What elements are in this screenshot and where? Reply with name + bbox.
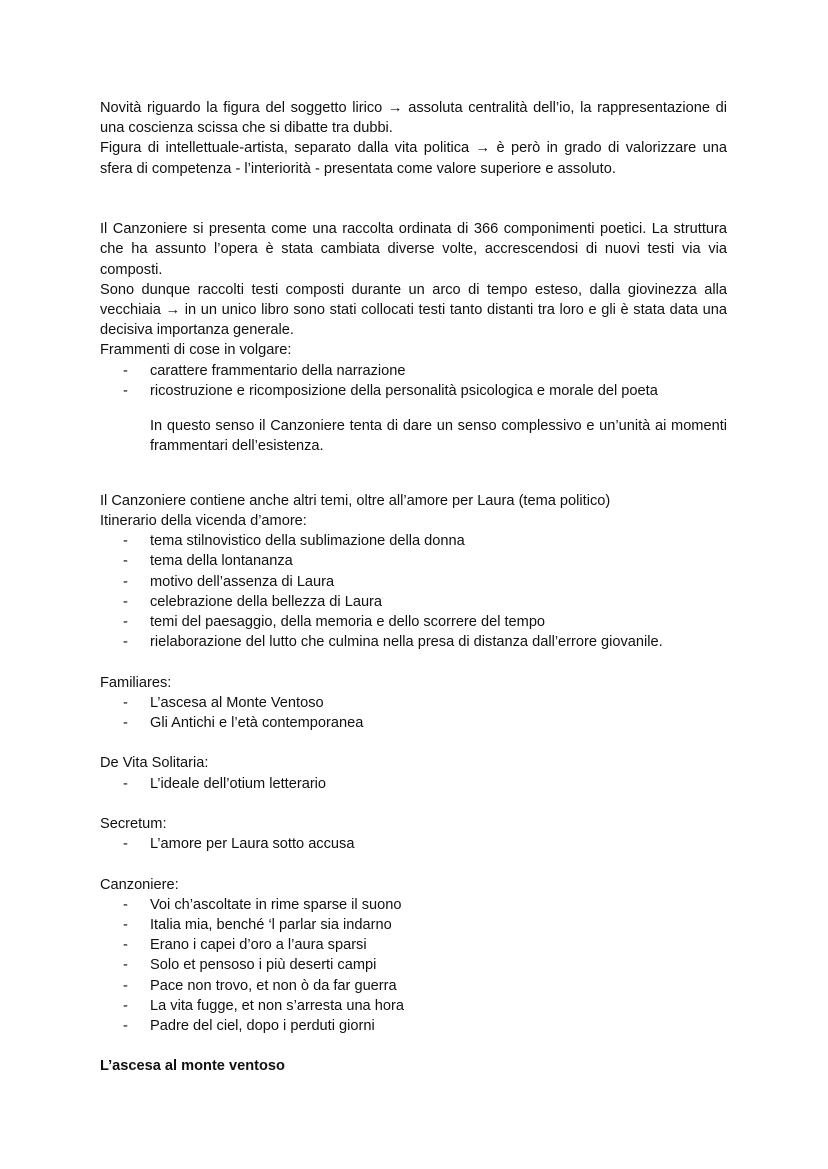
dash-bullet: - xyxy=(123,937,128,954)
list-item xyxy=(100,693,727,713)
list-item-text: Gli Antichi e l’età contemporanea xyxy=(150,715,364,732)
list-item xyxy=(100,551,727,571)
themes-paragraph: Il Canzoniere contiene anche altri temi, oltre all’amore per Laura (tema politico) xyxy=(100,492,611,509)
dash-bullet: - xyxy=(123,997,128,1014)
themes-label: Itinerario della vicenda d’amore: xyxy=(100,513,307,529)
dash-bullet: - xyxy=(123,573,128,590)
canzoniere-paragraph-1: Il Canzoniere si presenta come una raccolta ordinata di 366 componimenti poetici. La struttura che ha assunto l’opera è stata cambiata diverse volte, accrescendosi di nuovi testi via via composti. xyxy=(100,221,727,278)
dash-bullet: - xyxy=(123,896,128,913)
list-item-text: Solo et pensoso i più deserti campi xyxy=(150,957,377,974)
list-item-text: L’ideale dell’otium letterario xyxy=(150,775,327,792)
list-item xyxy=(100,915,727,935)
fragments-label: Frammenti di cose in volgare: xyxy=(100,342,292,359)
list-item-text: L’amore per Laura sotto accusa xyxy=(150,836,355,853)
spacer xyxy=(100,733,727,753)
dash-bullet: - xyxy=(123,715,128,732)
list-item xyxy=(100,572,727,592)
list-item-text: Italia mia, benché ‘l parlar sia indarno xyxy=(150,917,392,933)
dash-bullet: - xyxy=(123,553,128,570)
list-item xyxy=(100,935,727,955)
list-item-text: tema stilnovistico della sublimazione della donna xyxy=(150,533,465,550)
list-item-text: L’ascesa al Monte Ventoso xyxy=(150,694,324,711)
dash-bullet: - xyxy=(123,917,128,933)
list-item xyxy=(100,955,727,975)
familiares-label: Familiares: xyxy=(100,674,172,691)
list-item-text: temi del paesaggio, della memoria e dello scorrere del tempo xyxy=(150,614,546,631)
dash-bullet: - xyxy=(123,634,128,651)
list-item xyxy=(100,1016,727,1036)
list-item-text: Padre del ciel, dopo i perduti giorni xyxy=(150,1018,375,1035)
canzoniere-label: Canzoniere: xyxy=(100,876,179,893)
list-item xyxy=(100,592,727,612)
document-page xyxy=(100,98,727,1077)
canzoniere-list xyxy=(100,895,727,1036)
spacer xyxy=(100,199,727,219)
list-item-text: Erano i capei d’oro a l’aura sparsi xyxy=(150,937,367,954)
dash-bullet: - xyxy=(123,593,128,610)
spacer xyxy=(100,1036,727,1056)
spacer xyxy=(100,794,727,814)
list-item xyxy=(100,361,727,381)
themes-list xyxy=(100,531,727,652)
intro-paragraph-1: Novità riguardo la figura del soggetto lirico → assoluta centralità dell’io, la rappresentazione di una coscienza scissa che si dibatte tra dubbi. xyxy=(100,100,727,137)
fragments-note: In questo senso il Canzoniere tenta di dare un senso complessivo e un’unità ai momenti frammentari dell’esistenza. xyxy=(150,417,727,454)
spacer xyxy=(100,854,727,874)
list-item-text: celebrazione della bellezza di Laura xyxy=(150,593,383,610)
list-item-text: Pace non trovo, et non ò da far guerra xyxy=(150,977,397,994)
spacer xyxy=(100,179,727,199)
list-item xyxy=(100,996,727,1016)
dash-bullet: - xyxy=(123,694,128,711)
list-item-text: La vita fugge, et non s’arresta una hora xyxy=(150,997,404,1014)
dash-bullet: - xyxy=(123,957,128,974)
list-item-text: ricostruzione e ricomposizione della personalità psicologica e morale del poeta xyxy=(150,382,658,399)
spacer xyxy=(100,652,727,672)
secretum-list xyxy=(100,834,727,854)
list-item-text: motivo dell’assenza di Laura xyxy=(150,573,335,590)
dash-bullet: - xyxy=(123,836,128,853)
dash-bullet: - xyxy=(123,614,128,631)
list-item xyxy=(100,774,727,794)
intro-paragraph-2: Figura di intellettuale-artista, separato dalla vita politica → è però in grado di valorizzare una sfera di competenza - l’interiorità - presentata come valore superiore e assoluto. xyxy=(100,140,727,177)
list-item xyxy=(100,531,727,551)
list-item-text: tema della lontananza xyxy=(150,553,293,570)
fragments-list xyxy=(100,361,727,401)
list-item xyxy=(100,713,727,733)
canzoniere-paragraph-2: Sono dunque raccolti testi composti durante un arco di tempo esteso, dalla giovinezza alla vecchiaia → in un unico libro sono stati collocati testi tanto distanti tra loro e gli è stata data una decisiva importanza generale. xyxy=(100,281,727,339)
familiares-list xyxy=(100,693,727,733)
dash-bullet: - xyxy=(123,977,128,994)
vita-solitaria-label: De Vita Solitaria: xyxy=(100,755,209,772)
dash-bullet: - xyxy=(123,382,128,399)
list-item xyxy=(100,381,727,401)
list-item xyxy=(100,834,727,854)
spacer xyxy=(100,471,727,491)
list-item-text: Voi ch’ascoltate in rime sparse il suono xyxy=(150,896,402,913)
list-item xyxy=(100,895,727,915)
dash-bullet: - xyxy=(123,362,128,379)
list-item xyxy=(100,612,727,632)
section-heading: L’ascesa al monte ventoso xyxy=(100,1058,285,1075)
vita-solitaria-list xyxy=(100,774,727,794)
dash-bullet: - xyxy=(123,533,128,550)
list-item xyxy=(100,632,727,652)
dash-bullet: - xyxy=(123,775,128,792)
list-item-text: rielaborazione del lutto che culmina nella presa di distanza dall’errore giovanile. xyxy=(150,634,663,651)
list-item-text: carattere frammentario della narrazione xyxy=(150,362,406,379)
secretum-label: Secretum: xyxy=(100,816,167,832)
dash-bullet: - xyxy=(123,1018,128,1035)
list-item xyxy=(100,976,727,996)
